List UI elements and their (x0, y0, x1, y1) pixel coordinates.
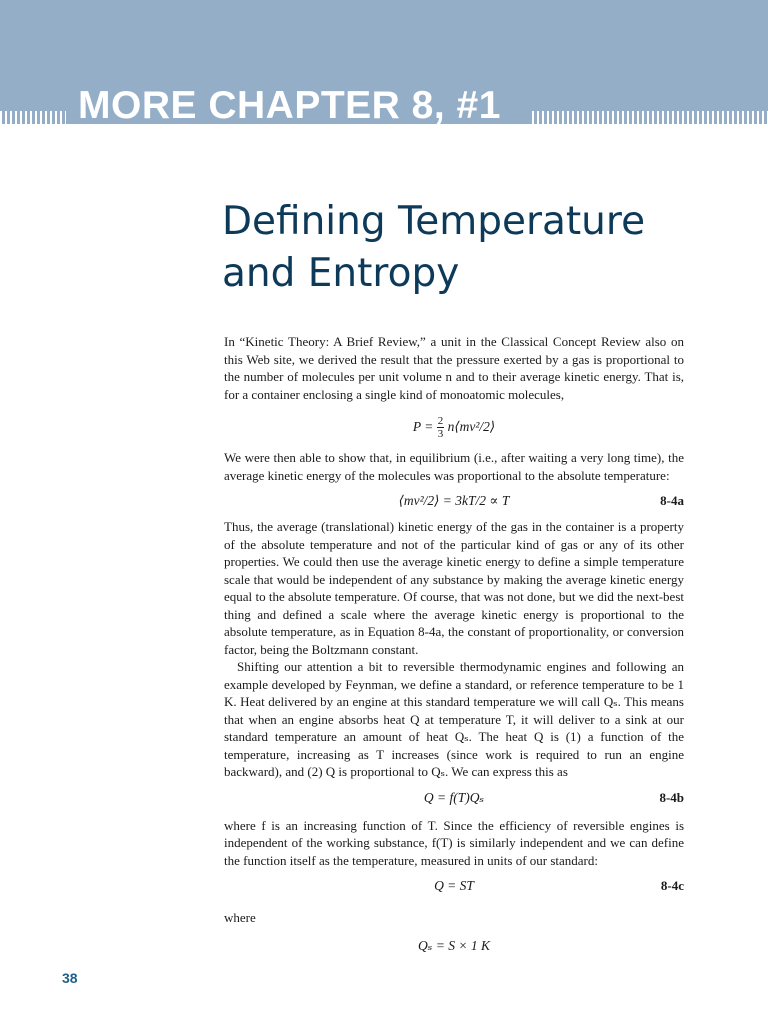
equation-pressure-lhs: P = (412, 419, 434, 434)
paragraph-3: Thus, the average (translational) kinetic energy of the gas in the container is a property of the absolute temperature and not of the particular kind of gas or any of its other properties. We could then use the average kinetic energy to define a simple temperature scale that would be independent of any substance by making the average kinetic energy equal to the absolute temperature. Of course, that was not done, but we did the next-best thing and defined a scale where the average kinetic energy is proportional to the absolute temperature, as in Equation 8-4a, the constant of proportionality, or conversion factor, being the Boltzmann constant. (224, 519, 684, 657)
fraction-two-thirds (437, 415, 445, 440)
equation-8-4c-expression: Q = ST (434, 878, 474, 893)
equation-8-4a-number: 8-4a (660, 493, 684, 508)
equation-8-4b-expression: Q = f(T)Qₛ (423, 789, 485, 805)
paragraph-where: where (224, 910, 256, 925)
chapter-label: MORE CHAPTER 8, #1 (78, 84, 501, 127)
paragraph-1: In “Kinetic Theory: A Brief Review,” a unit in the Classical Concept Review also on this Web site, we derived the result that the pressure exerted by a gas is proportional to the number of molecules per unit volume n and to their average kinetic energy. That is, for a container enclosing a single kind of monoatomic molecules, (224, 334, 684, 402)
equation-8-4a (224, 486, 684, 516)
equation-pressure-expression (413, 407, 495, 447)
title-line-2: and Entropy (222, 251, 460, 296)
fraction-numerator: 2 (437, 415, 444, 428)
fraction-denominator: 3 (437, 428, 444, 441)
equation-8-4b (224, 783, 684, 813)
equation-reference-heat-expression: Qₛ = S × 1 K (418, 937, 490, 953)
equation-8-4c (224, 871, 684, 901)
header-tick-rule-left (0, 111, 66, 124)
page-number: 38 (62, 970, 78, 986)
paragraph-4: Shifting our attention a bit to reversible thermodynamic engines and following an example developed by Feynman, we define a standard, or reference temperature to be 1 K. Heat delivered by an engine at this standard temperature we will call Qₛ. This means that when an engine absorbs heat Q at temperature T, it will deliver to a sink at our standard temperature an amount of heat Qₛ. The heat Q is (1) a function of the temperature, increasing as T increases (since work is required to run an engine backward), and (2) Q is proportional to Qₛ. We can express this as (224, 659, 684, 779)
paragraph-2: We were then able to show that, in equilibrium (i.e., after waiting a very long time), the average kinetic energy of the molecules was proportional to the absolute temperature: (224, 450, 684, 483)
equation-8-4a-expression: ⟨mv²/2⟩ = 3kT/2 ∝ T (398, 493, 510, 508)
equation-pressure (224, 407, 684, 447)
header-tick-rule-right (532, 111, 768, 124)
article-body (224, 333, 684, 961)
equation-8-4c-number: 8-4c (660, 878, 684, 893)
equation-pressure-rhs: n⟨mv²/2⟩ (447, 419, 496, 434)
page-title (222, 196, 742, 300)
title-line-1: Defining Temperature (222, 199, 646, 244)
paragraph-5: where f is an increasing function of T. Since the efficiency of reversible engines is independent of the working substance, f(T) is similarly independent and we can define the function itself as the temperature, measured in units of our standard: (224, 817, 684, 868)
equation-reference-heat (224, 931, 684, 961)
equation-8-4b-number: 8-4b (659, 789, 684, 805)
